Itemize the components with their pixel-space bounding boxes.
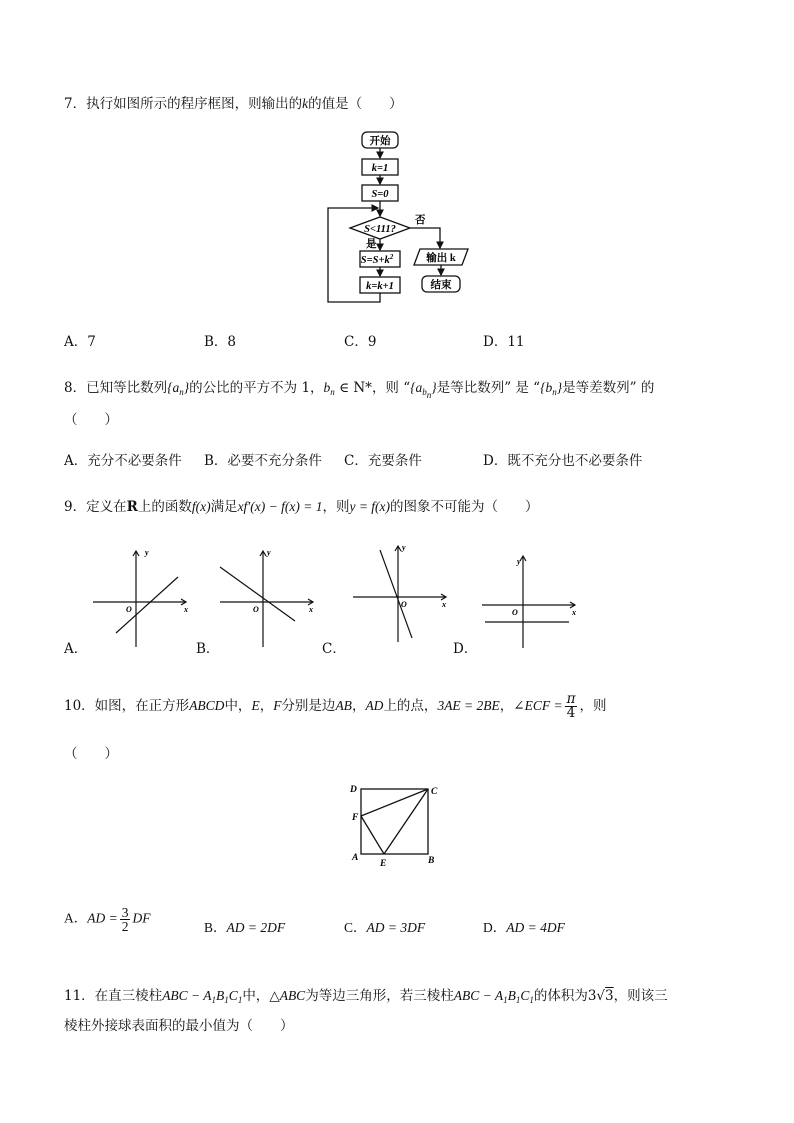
q8-paren: （ ） — [64, 412, 118, 428]
svg-text:B: B — [428, 856, 435, 866]
flow-update-k-text: k=k+1 — [366, 281, 394, 292]
flow-update-s-text: $S=S+k^2$ — [360, 253, 394, 266]
q10-option-b: B．AD = 2DF — [204, 920, 286, 935]
flow-condition-text: S<111? — [364, 224, 396, 235]
svg-text:y: y — [402, 543, 406, 552]
q8-option-d: D．既不充分也不必要条件 — [483, 453, 643, 469]
q9-graph-d-label: D． — [453, 641, 478, 657]
q7-flowchart — [318, 128, 480, 312]
svg-text:y: y — [145, 548, 149, 557]
flow-start-text: 开始 — [369, 136, 391, 147]
q10-option-a: A．AD = $\frac{3}{2}$ DF — [64, 905, 151, 934]
q7-option-c: C．9 — [344, 334, 377, 350]
svg-text:F: F — [352, 813, 359, 823]
flow-yes-label: 是 — [366, 239, 377, 250]
q10-option-d: D．AD = 4DF — [483, 920, 565, 935]
q7-option-d: D．11 — [483, 334, 525, 350]
svg-text:A: A — [352, 853, 359, 863]
q9-graph-b-label: B． — [196, 641, 220, 657]
svg-text:x: x — [184, 605, 188, 614]
svg-text:C: C — [431, 787, 438, 797]
q10-square-figure — [344, 780, 444, 870]
flow-init-k-text: k=1 — [371, 163, 389, 174]
flow-output-text: 输出 k — [426, 253, 456, 264]
q10-paren: （ ） — [64, 746, 118, 762]
svg-text:O: O — [126, 605, 132, 614]
flow-no-label: 否 — [415, 215, 426, 226]
q8-option-a: A．充分不必要条件 — [64, 453, 182, 469]
svg-text:D: D — [350, 785, 357, 795]
svg-text:x: x — [442, 600, 446, 609]
q11-stem-line2: 棱柱外接球表面积的最小值为（ ） — [64, 1018, 294, 1034]
q9-graph-d — [479, 550, 579, 655]
svg-text:x: x — [572, 608, 576, 617]
svg-text:y: y — [267, 548, 271, 557]
q9-graph-c — [350, 540, 450, 645]
svg-text:O: O — [253, 605, 259, 614]
svg-text:x: x — [309, 605, 313, 614]
svg-text:E: E — [380, 859, 387, 869]
q9-stem: 9．定义在R上的函数f(x)满足xf′(x) − f(x) = 1，则y = f(x)的图象不可能为（ ） — [64, 499, 539, 515]
flow-end-text: 结束 — [430, 280, 452, 291]
q9-graph-c-label: C． — [322, 641, 346, 657]
q10-option-c: C．AD = 3DF — [344, 920, 426, 935]
q8-option-b: B．必要不充分条件 — [204, 453, 322, 469]
q11-stem-line1: 11．在直三棱柱ABC − $A_1B_1C_1$中，△ABC为等边三角形，若三棱柱ABC − $A_1B_1C_1$的体积为3√3，则该三 — [64, 988, 668, 1005]
q9-graph-a-label: A． — [64, 641, 88, 657]
q9-graph-a — [90, 545, 190, 650]
svg-text:y: y — [517, 557, 521, 566]
flow-init-s-text: S=0 — [371, 189, 389, 200]
q10-stem: 10．如图，在正方形ABCD中，E，F分别是边AB，AD上的点，3AE = 2BE，∠ECF = $\frac{\pi}{4}$ ，则 — [64, 691, 607, 721]
svg-text:O: O — [512, 608, 518, 617]
svg-text:O: O — [401, 600, 407, 609]
q9-graph-b — [217, 545, 317, 650]
q7-stem: 7．执行如图所示的程序框图，则输出的k的值是（ ） — [64, 96, 403, 112]
q8-option-c: C．充要条件 — [344, 453, 422, 469]
q8-stem: 8．已知等比数列$\{a_n\}$的公比的平方不为 1，$b_n$ ∈ N*，则 “$\{a_{b_n}\}$是等比数列” 是 “$\{b_n\}$是等差数列” 的 — [64, 380, 655, 400]
q7-option-b: B．8 — [204, 334, 237, 350]
q7-option-a: A．7 — [64, 334, 96, 350]
